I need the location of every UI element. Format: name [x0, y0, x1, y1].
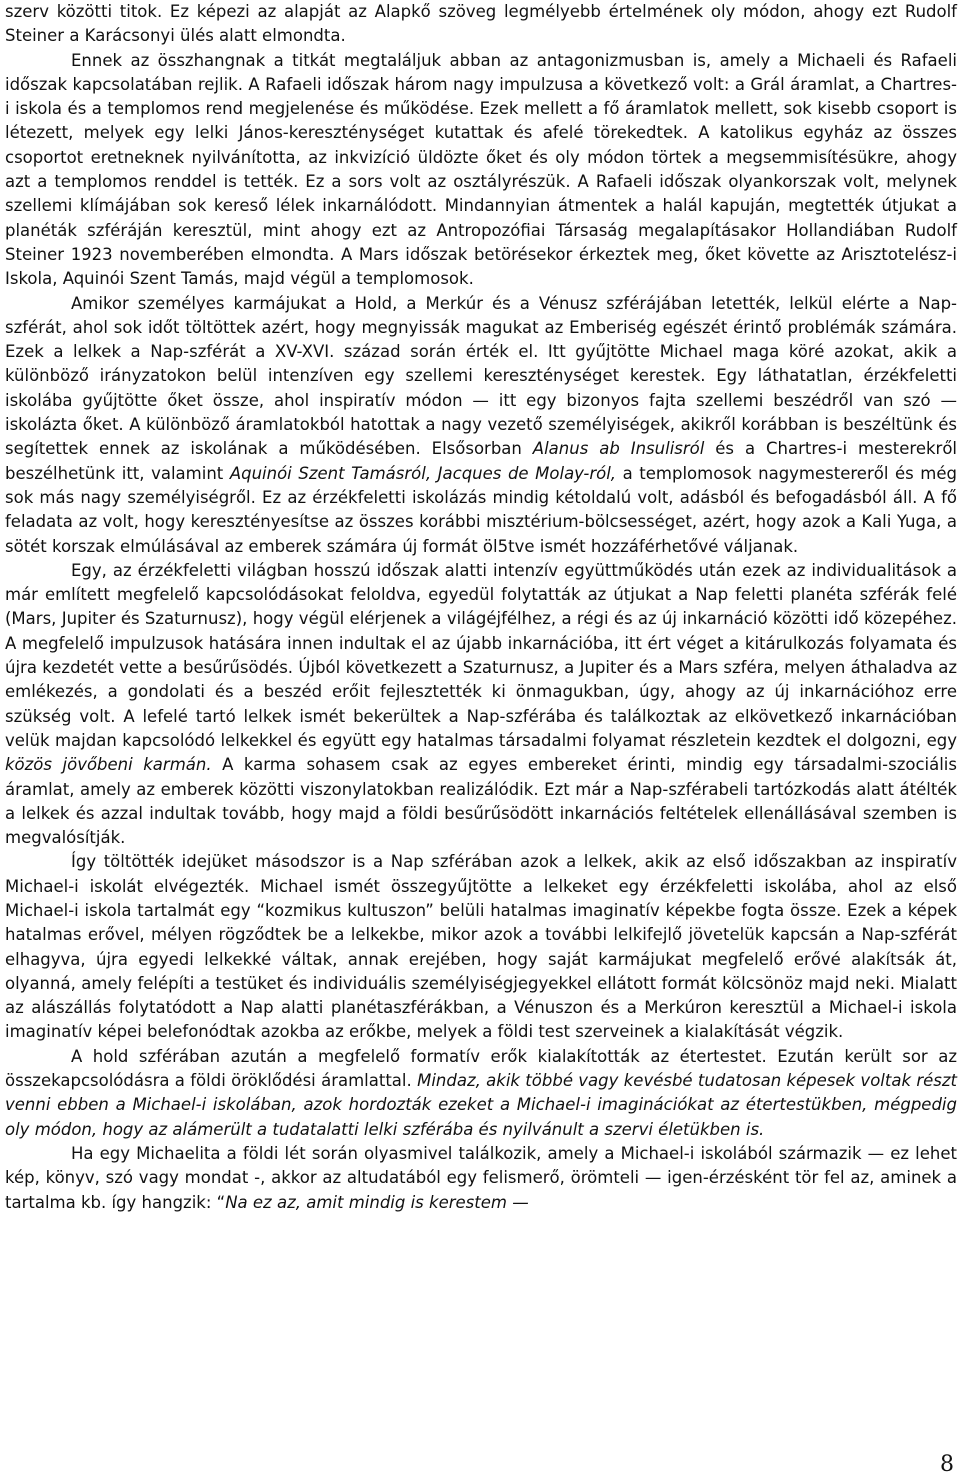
text-run: Amikor személyes karmájukat a Hold, a Merkúr és a Vénusz szférájában letették, lelkül elérte a Nap-szférát, ahol sok időt töltöttek azért, hogy megnyissák magukat az Emberiség egészét érintő problémák számára. Ezek a lelkek a Nap-szférát a XV-XVI. század során érték el. Itt gyűjtötte Michael maga köré azokat, akik a különböző irányzatokon belül intenzíven egy szellemi kereszténységet kerestek. Egy láthatatlan, érzékfeletti iskolába gyűjtötte őket össze, ahol inspiratív módon — itt egy bizonyos fajta szellemi beszédről van szó — iskolázta őket. A különböző áramlatokból hatottak a nagy vezető személyiségek, akikről korábban is beszéltünk és segítettek ennek az iskolának a működésében. Elsősorban [5, 293, 957, 459]
italic-text: Na ez az, amit mindig is kerestem — [225, 1192, 529, 1212]
italic-text: Aquinói Szent Tamásról, Jacques de Molay-ról, [229, 463, 617, 483]
page-number: 8 [940, 1452, 954, 1477]
paragraph [5, 559, 957, 851]
document-page [5, 0, 957, 1215]
paragraph [5, 1142, 957, 1215]
paragraph [5, 1045, 957, 1142]
text-run: Ha egy Michaelita a földi lét során olyasmivel találkozik, amely a Michael-i iskolából származik — ez lehet kép, könyv, szó vagy mondat -, akkor az altudatából egy felismerő, örömteli — igen-érzésként tör fel az, aminek a tartalma kb. így hangzik: “ [5, 1143, 957, 1212]
paragraph [5, 850, 957, 1044]
text-run: és a Chartres-i mesterekről beszélhetünk itt, valamint [5, 439, 957, 483]
italic-text: Mindaz, akik többé vagy kevésbé tudatosan képesek voltak részt venni ebben a Michael-i iskolában, azok hordozták ezeket a Michael-i imaginációkat az étertestükben, mégpedig oly módon, hogy az alámerült a tudatalatti lelki szférába és nyilvánult a szervi életükben is. [5, 1071, 958, 1139]
paragraph [5, 49, 957, 292]
text-run: A karma sohasem csak az egyes embereket érinti, mindig egy társadalmi-szociális áramlat, amely az emberek közötti viszonylatokban realizálódik. Ezt már a Nap-szférabeli tartózkodás alatt átélték a lelkek és azzal indultak tovább, hogy majd a földi besűrűsödött inkarnációs feltételek ellenállásával szemben is megvalósítják. [5, 755, 957, 848]
text-run: szerv közötti titok. Ez képezi az alapját az Alapkő szöveg legmélyebb értelmének oly módon, ahogy ezt Rudolf Steiner a Karácsonyi ülés alatt elmondta. [5, 2, 957, 46]
paragraph [5, 292, 957, 559]
text-run: a templomosok nagymestereről és még sok más nagy személyiségről. Ez az érzékfeletti iskolázás mindig kétoldalú volt, adásból és befogadásból áll. A fő feladata az volt, hogy keresztényesítse az összes korábbi misztérium-bölcsességet, azért, hogy azok a Kali Yuga, a sötét korszak elmúlásával az emberek számára új formát öl5tve ismét hozzáférhetővé váljanak. [5, 463, 958, 556]
text-run: Egy, az érzékfeletti világban hosszú időszak alatti intenzív együttműködés után ezek az individualitások a már említett megfelelő kapcsolódásokat feloldva, egyedül folytatták az útjukat a Nap feletti planéta szférák felé (Mars, Jupiter és Szaturnusz), hogy végül elérjenek a világéjfélhez, a régi és az új inkarnáció közötti idő közepéhez. A megfelelő impulzusok hatására innen indultak el az újabb inkarnációba, itt ért véget a kitárulkozás folyamata és újra kezdetét vette a besűrűsödés. Újból következett a Szaturnusz, a Jupiter és a Mars szféra, melyen áthaladva az emlékezés, a gondolati és a beszéd erőit fejlesztették ki önmagukban, úgy, ahogy az új inkarnációhoz erre szükség volt. A lefelé tartó lelkek ismét bekerültek a Nap-szférába és találkoztak az elkövetkező inkarnációban velük majdan kapcsolódó lelkekkel és együtt egy hatalmas társadalmi folyamat részletein kezdtek el dolgozni, egy [5, 560, 957, 750]
text-run: Ennek az összhangnak a titkát megtaláljuk abban az antagonizmusban is, amely a Michaeli és Rafaeli időszak kapcsolatában rejlik. A Rafaeli időszak három nagy impulzusa a következő volt: a Grál áramlat, a Chartres-i iskola és a templomos rend megjelenése és működése. Ezek mellett a fő áramlatok mellett, sok kisebb csoport is létezett, melyek egy lelki János-kereszténységet kutattak és afelé törekedtek. A katolikus egyház az összes csoportot eretneknek nyilvánította, az inkvizíció üldözte őket és oly módon törtek a megsemmisítésükre, ahogy azt a templomos renddel is tették. Ez a sors volt az osztályrészük. A Rafaeli időszak olyankorszak volt, melynek szellemi klímájában sok kereső lélek inkarnálódott. Mindannyian átmentek a halál kapuján, megtették útjukat a planéták szféráján keresztül, mint ahogy ezt az Antropozófiai Társaság megalapításakor Hollandiában Rudolf Steiner 1923 novemberében elmondta. A Mars időszak betörésekor érkeztek meg, őket követte az Arisztotelész-i Iskola, Aquinói Szent Tamás, majd végül a templomosok. [5, 50, 957, 289]
italic-text: Alanus ab Insulisról [532, 439, 705, 459]
italic-text: közös jövőbeni karmán. [5, 755, 212, 775]
text-run: Így töltötték idejüket másodszor is a Nap szférában azok a lelkek, akik az első időszakban az inspiratív Michael-i iskolát elvégezték. Michael ismét összegyűjtötte a lelkeket egy érzékfeletti iskolába, ahol az első Michael-i iskola tartalmát egy “kozmikus kultuszon” belüli hatalmas imaginatív képekbe fogta össze. Ezek a képek hatalmas erővel, mélyen rögződtek be a lelkekbe, mikor azok a további lelkifejlő jövetelük kapcsán a Nap-szférát elhagyva, újra egyedi lelkekké váltak, annak erejében, hogy saját karmájukat megfelelő erővé alakítsák át, olyanná, amely felépíti a testüket és individuális személyiségjegyekkel ellátott formát kölcsönöz majd neki. Mialatt az alászállás folytatódott a Nap alatti planétaszférákban, a Vénuszon és a Merkúron keresztül a Michael-i iskola imaginatív képei belefonódtak azokba az erőkbe, melyek a földi test szerveinek a kialakítását végzik. [5, 852, 957, 1042]
paragraph [5, 0, 957, 49]
text-run: A hold szférában azután a megfelelő formatív erők kialakították az étertestet. Ezután került sor az összekapcsolódásra a földi öröklődési áramlattal. [5, 1046, 957, 1091]
